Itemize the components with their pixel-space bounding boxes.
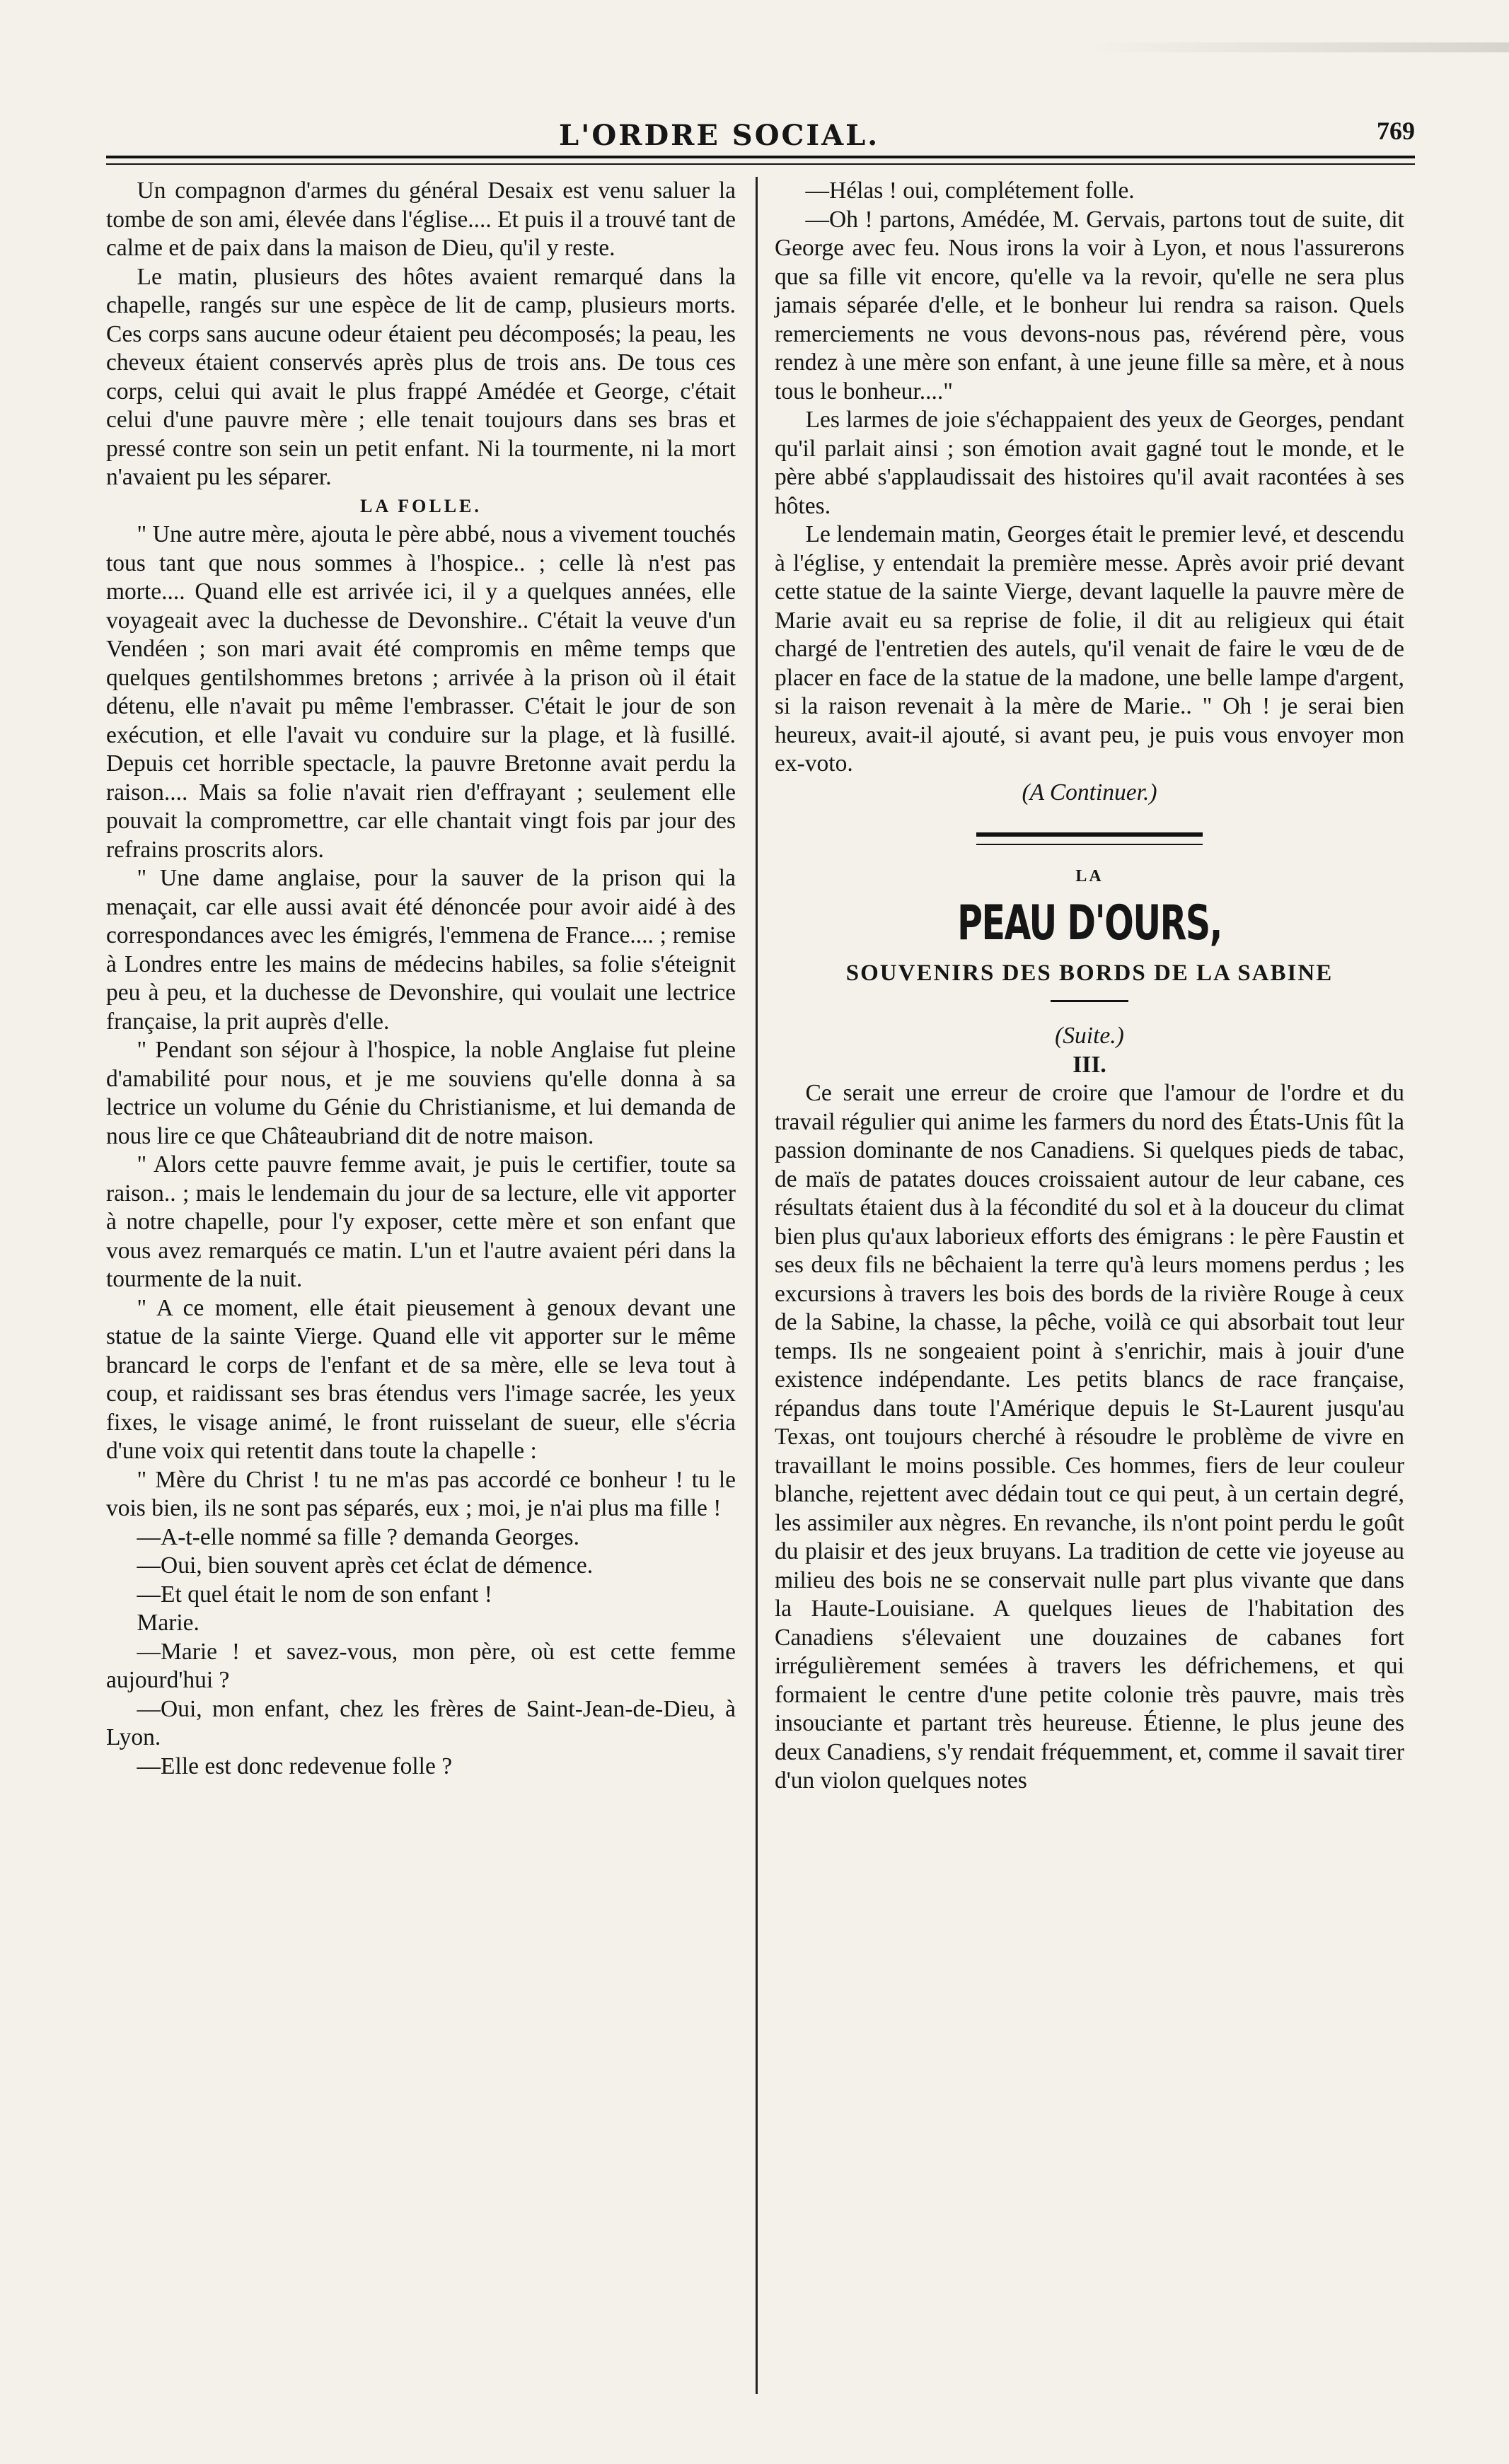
paragraph: Les larmes de joie s'échappaient des yeux de Georges, pendant qu'il parlait ainsi ; son émotion avait gagné tout le monde, et le père abbé s'applaudissait des histoires qu'il avait racontées à ses hôtes. [775,407,1404,519]
paragraph: Ce serait une erreur de croire que l'amour de l'ordre et du travail régulier qui anime les farmers du nord des États-Unis fût la passion dominante de nos Canadiens. Si quelques pieds de tabac, de maïs de patates douces croissaient autour de leur cabane, ces résultats étaient dus à la fécondité du sol et à la douceur du climat bien plus qu'aux laborieux efforts des émigrans : le père Faustin et ses deux fils ne bêchaient la terre qu'à leurs momens perdus ; les excursions à travers les bois des bords de la rivière Rouge à ceux de la Sabine, la chasse, la pêche, voilà ce qui absorbait tout leur temps. Ils ne songeaient point à s'enrichir, mais à jouir d'une existence indépendante. Les petits blancs de race française, répandus dans toute l'Amérique depuis le St-Laurent jusqu'au Texas, ont toujours cherché à résoudre le problème de vivre en travaillant le moins possible. Ces hommes, fiers de leur couleur blanche, rejettent avec dédain tout ce qui peut, à un certain degré, les assimiler aux nègres. En revanche, ils n'ont point perdu le goût du plaisir et des jeux bruyans. La tradition de cette vie joyeuse au milieu des bois ne se conservait nulle part plus vivante que dans la Haute-Louisiane. A quelques lieues de l'habitation des Canadiens s'élevaient une douzaines de cabanes fort irrégulièrement semées à travers les défrichemens, et qui formaient le centre d'une petite colonie très pauvre, mais très insouciante et partant très heureuse. Étienne, le plus jeune des deux Canadiens, s'y rendait fréquemment, et, comme il savait tirer d'un violon quelques notes [775,1080,1404,1794]
paragraph: —Oh ! partons, Amédée, M. Gervais, partons tout de suite, dit George avec feu. Nous irons la voir à Lyon, et nous l'assurerons que sa fille vit encore, qu'elle va la revoir, qu'elle ne sera plus jamais séparée d'elle, et le bonheur lui rendra sa raison. Quels remerciements ne vous devons-nous pas, révérend père, vous rendez à une mère son enfant, à une jeune fille sa mère, et à nous tous le bonheur...." [775,206,1404,405]
right-column [775,177,1404,1796]
dialogue-line: —A-t-elle nommé sa fille ? demanda Georges. [137,1523,579,1550]
paragraph: Un compagnon d'armes du général Desaix est venu saluer la tombe de son ami, élevée dans l'église.... Et puis il a trouvé tant de calme et de paix dans la maison de Dieu, qu'il y reste. [106,178,736,261]
paragraph: " Pendant son séjour à l'hospice, la noble Anglaise fut pleine d'amabilité pour nous, et je me souviens qu'elle donna à sa lectrice un volume du Génie du Christianisme, et lui demanda de nous lire ce que Châteaubriand dit de notre maison. [106,1037,736,1149]
newspaper-page [106,106,1415,2405]
article-kicker: LA [1075,867,1104,885]
header-rule [106,156,1415,165]
continuation-note: (A Continuer.) [1022,779,1157,806]
dialogue-line: —Marie ! et savez-vous, mon père, où est cette femme aujourd'hui ? [106,1638,736,1693]
section-number: III. [1073,1051,1106,1078]
dialogue-line: —Hélas ! oui, complétement folle. [805,178,1135,204]
column-divider [756,177,758,2394]
article-separator [976,832,1203,845]
paragraph: Le matin, plusieurs des hôtes avaient remarqué dans la chapelle, rangés sur une espèce de lit de camp, plusieurs morts. Ces corps sans aucune odeur étaient peu décomposés; la peau, les cheveux étaient conservés après plus de trois ans. De tous ces corps, celui qui avait le plus frappé Amédée et George, c'était celui d'une pauvre mère ; elle tenait toujours dans ses bras et pressé contre son sein un petit enfant. Ni la tourmente, ni la mort n'avaient pu les séparer. [106,263,736,490]
text-columns [106,177,1415,2405]
dialogue-line: —Oui, bien souvent après cet éclat de démence. [137,1552,594,1579]
page-number: 769 [1377,117,1415,145]
short-rule [1051,1000,1128,1002]
dialogue-line: —Oui, mon enfant, chez les frères de Saint-Jean-de-Dieu, à Lyon. [106,1695,736,1750]
suite-label: (Suite.) [1055,1023,1124,1049]
section-subheading: LA FOLLE. [360,495,482,516]
masthead-title: L'ORDRE SOCIAL. [559,119,880,152]
paragraph: " Une dame anglaise, pour la sauver de la prison qui la menaçait, car elle aussi avait été dénoncée pour avoir aidé à des correspondances avec les émigrés, l'emmena de France.... ; remise à Londres entre les mains de médecins habiles, sa folie s'éteignit peu à peu, et la duchesse de Devonshire, qui voulait une lectrice française, la prit auprès d'elle. [106,865,736,1035]
paragraph: " A ce moment, elle était pieusement à genoux devant une statue de la sainte Vierge. Quand elle vit apporter sur le même brancard le corps de l'enfant et de sa mère, elle se leva tout à coup, et raidissant ses bras étendus vers l'image sacrée, les yeux fixes, le visage animé, le front ruisselant de sueur, elle s'écria d'une voix qui retentit dans toute la chapelle : [106,1294,736,1464]
paper-stain [1085,42,1509,52]
dialogue-line: —Et quel était le nom de son enfant ! [137,1581,492,1608]
paragraph: Le lendemain matin, Georges était le premier levé, et descendu à l'église, y entendait la première messe. Après avoir prié devant cette statue de la sainte Vierge, devant laquelle la pauvre mère de Marie avait eu sa reprise de folie, il dit au religieux qui était chargé de l'entretien des autels, qu'il venait de faire le vœu de de placer en face de la statue de la madone, une belle lampe d'argent, si la raison revenait à la mère de Marie.. " Oh ! je serai bien heureux, avait-il ajouté, si avant peu, je puis vous envoyer mon ex-voto. [775,521,1404,777]
article-subtitle: SOUVENIRS DES BORDS DE LA SABINE [845,960,1334,986]
left-column [106,177,736,1781]
paragraph: " Une autre mère, ajouta le père abbé, nous a vivement touchés tous tant que nous sommes à l'hospice.. ; celle là n'est pas morte.... Quand elle est arrivée ici, il y a quelques années, elle voyageait avec la duchesse de Devonshire.. C'était la veuve d'un Vendéen ; son mari avait été compromis en même temps que quelques gentilshommes bretons ; arrivée à la prison où il était détenu, elle n'avait pu même l'embrasser. C'était le jour de son exécution, et elle l'avait vu conduire sur la plage, et là fusillé. Depuis cet horrible spectacle, la pauvre Bretonne avait perdu la raison.... Mais sa folie n'avait rien d'effrayant ; seulement elle pouvait la compromettre, car elle chantait vingt fois par jour des refrains proscrits alors. [106,521,736,863]
dialogue-line: Marie. [137,1610,200,1636]
dialogue-line: —Elle est donc redevenue folle ? [137,1753,453,1779]
page-header [106,106,1415,152]
article-title: PEAU D'OURS, [957,895,1222,951]
paragraph: " Mère du Christ ! tu ne m'as pas accordé ce bonheur ! tu le vois bien, ils ne sont pas séparés, eux ; moi, je n'ai plus ma fille ! [106,1466,736,1521]
paragraph: " Alors cette pauvre femme avait, je puis le certifier, toute sa raison.. ; mais le lendemain du jour de sa lecture, elle vit apporter à notre chapelle, pour l'y exposer, cette mère et son enfant que vous avez remarqués ce matin. L'un et l'autre avaient péri dans la tourmente de la nuit. [106,1151,736,1292]
